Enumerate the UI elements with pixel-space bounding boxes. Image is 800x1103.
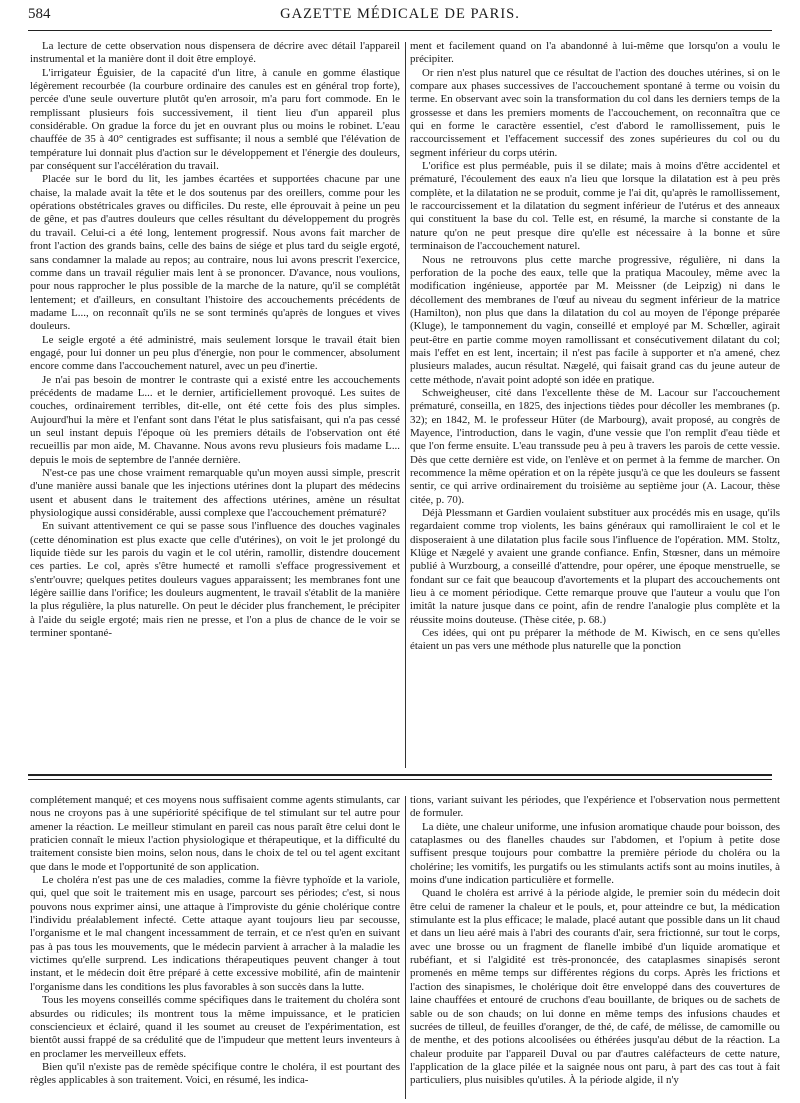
paragraph: L'orifice est plus perméable, puis il se dilate; mais à moins d'être accidentel et prématuré, l'écoulement des eaux n'a lieu que lorsque la dilatation est à peu près complète, et la dilatation ne se produit, comme je l'ai dit, qu'après le ramollissement, le raccourcissement et la dilatation du segment inférieur de l'utérus et des anneaux qui constituent la base du col. Telle est, en résumé, la marche si constante de la nature qu'on ne peut presque dire qu'elle est nécessaire à la bonne et sûre terminaison de l'accouchement naturel. — [410, 160, 780, 253]
paragraph: Quand le choléra est arrivé à la période algide, le premier soin du médecin doit être celui de ramener la chaleur et le pouls, et, pour atteindre ce but, la médication stimulante est la plus efficace; le malade, placé autant que possible dans un lit chaud et dans un lieu aéré mais à l'abri des courants d'air, sera frictionné, sur tout le corps, avec une brosse ou un fragment de flanelle imbibé d'un liquide aromatique et rubéfiant, et si l'algidité est très-prononcée, des cataplasmes sinapisés seront promenés en même temps sur différentes régions du corps. Après les frictions et l'action des sinapismes, le cholérique doit être enveloppé dans des couvertures de laine chauffées et entouré de cruchons d'eau bouillante, de briques ou de sachets de sable ou de son chauds; on lui donne en même temps des infusions chaudes et sucrées de tilleul, de feuilles d'oranger, de thé, de café, de mélisse, de camomille ou de menthe, et des potions alcoolisées ou éthérées jusqu'au début de la réaction. La chaleur produite par l'appareil Duval ou par d'autres caléfacteurs de cette nature, l'application de la glace pilée et la saignée nous ont paru, à part des cas tout à fait particuliers, plus nuisibles qu'utiles. À la période algide, il n'y — [410, 887, 780, 1087]
paragraph: Tous les moyens conseillés comme spécifiques dans le traitement du choléra sont absurdes ou ridicules; ils montrent tous la même impuissance, et le praticien consciencieux et éclairé, quand il les soumet au creuset de l'expérimentation, est bientôt aussi frappé de sa crédulité que de l'impudeur que mettent leurs inventeurs à en proclamer les merveilleux effets. — [30, 994, 400, 1060]
paragraph: En suivant attentivement ce qui se passe sous l'influence des douches vaginales (cette dénomination est plus exacte que celle d'utérines), on voit le jet prolongé du liquide tiède sur les parois du vagin et le col utérin, ramollir, distendre doucement ces parties. Le col, après s'être humecté et ramolli s'efface progressivement et s'entr'ouvre; quelques petites douleurs vagues apparaissent; les membranes font une légère saillie dans l'orifice; les douleurs augmentent, le travail s'établit de la manière la plus régulière, la plus naturelle. On peut le décider plus franchement, le précipiter à l'aide du seigle ergoté; mais rien ne presse, et l'on a plus de chance de le voir se terminer spontané- — [30, 520, 400, 640]
paragraph: ment et facilement quand on l'a abandonné à lui-même que lorsqu'on a voulu le précipiter. — [410, 40, 780, 66]
paragraph: Placée sur le bord du lit, les jambes écartées et supportées chacune par une chaise, la malade avait la tête et le dos soutenus par des oreillers, comme pour les opérations obstétricales graves ou difficiles. Du reste, elle éprouvait à peine un peu de gêne, et pas d'autres douleurs que celles résultant du développement du progrès du travail. Celui-ci a été long, lentement progressif. Nous avons fait marcher de front l'action des grands bains, celle des bains de siége et plus tard du seigle ergoté, sans condamner la malade au repos; au contraire, nous lui avons prescrit l'exercice, comme dans un travail régulier mais lent à se prononcer. D'avance, nous voulions, pour nous rapprocher le plus possible de la marche de la nature, qu'il se complétât lentement; et d'ailleurs, en consultant l'histoire des accouchements précédents de madame L..., on reconnaît qu'ils ne se sont terminés qu'après de longues et vives douleurs. — [30, 173, 400, 333]
paragraph: La lecture de cette observation nous dispensera de décrire avec détail l'appareil instrumental et la manière dont il doit être employé. — [30, 40, 400, 66]
paragraph: Déjà Plessmann et Gardien voulaient substituer aux procédés mis en usage, qu'ils regardaient comme trop violents, les bains généraux qui ramolliraient le col et le disposeraient à une dilatation plus facile sous l'influence de l'opération. MM. Stoltz, Klüge et Nægelé y avaient une grande confiance. Enfin, Stœsner, dans un mémoire publié à Wurzbourg, a conseillé d'attendre, pour opérer, une époque menstruelle, se fondant sur ce fait que beaucoup d'avortements et la plupart des accouchements ont lieu à ce moment périodique. Cette remarque prouve que l'auteur a voulu que l'on imitât la nature jusque dans ce point, afin de rendre l'analogie plus complète et la réussite moins douteuse. (Thèse citée, p. 68.) — [410, 507, 780, 626]
paragraph: Le choléra n'est pas une de ces maladies, comme la fièvre typhoïde et la variole, qui, quel que soit le traitement mis en usage, parcourt ses périodes; c'est, si nous pouvons nous exprimer ainsi, une attaque à l'improviste du génie cholérique contre l'individu préalablement infecté. Cette attaque ayant toujours lieu par secousse, l'organisme et le mal changent incessamment de terrain, et ce n'est qu'en en suivant pas à pas tous les mouvements, que le médecin parvient à arracher à la maladie les victimes qu'elle surprend. Les indications thérapeutiques peuvent changer à tout instant, et le médecin doit être préparé à cette excessive mobilité, afin de maintenir l'organisme dans les conditions les plus favorables à son succès dans la lutte. — [30, 874, 400, 993]
page-header — [28, 4, 772, 26]
section-divider-rule-thin — [28, 779, 772, 780]
paragraph: Le seigle ergoté a été administré, mais seulement lorsque le travail était bien engagé, pour lui donner un peu plus d'énergie, non pour le commencer, absolument encore comme dans l'accouchement naturel, avec un peu d'inertie. — [30, 333, 400, 373]
paragraph: Ces idées, qui ont pu préparer la méthode de M. Kiwisch, en ce sens qu'elles étaient un pas vers une méthode plus naturelle que la ponction — [410, 627, 780, 653]
paragraph: Nous ne retrouvons plus cette marche progressive, régulière, ni dans la perforation de la poche des eaux, telle que la pratiqua Macouley, même avec la modification ingénieuse, apportée par M. Meissner (de Leipzig) ni dans le décollement des membranes de l'œuf au niveau du segment inférieur de la matrice (Hamilton), non plus que dans la dilatation du col au moyen de l'éponge préparée (Kluge), le tamponnement du vagin, conseillé et employé par M. Schœller, agirait peut-être en partie comme moyen ramollissant et consécutivement dilatant du col; mais l'effet en est lent, incertain; il n'est pas facile à supporter et n'a amené, chez plusieurs malades, aucun résultat. Nægelé, qui faisait grand cas du jeune auteur de cette méthode, n'avait point adopté son idée en pratique. — [410, 253, 780, 386]
paragraph: Je n'ai pas besoin de montrer le contraste qui a existé entre les accouchements précédents de madame L... et le dernier, artificiellement provoqué. Les suites de couches, ordinairement terribles, dit-elle, ont été cette fois des plus simples. Aujourd'hui la mère et l'enfant sont dans l'état le plus satisfaisant, qui n'a pas cessé un seul instant depuis l'époque où les premiers détails de l'observation ont été recueillis par mon aide, M. Chavanne. Nous avons revu plusieurs fois madame L... depuis le mois de septembre de l'année dernière. — [30, 373, 400, 466]
paragraph: L'irrigateur Éguisier, de la capacité d'un litre, à canule en gomme élastique légèrement recourbée (la courbure ordinaire des canules est en général trop forte), percée d'une seule ouverture plutôt qu'en arrosoir, m'a paru fort commode. En le remplissant plusieurs fois successivement, il tient lieu d'un appareil plus considérable. On gradue la force du jet en ouvrant plus ou moins le robinet. L'eau chauffée de 35 à 40° centigrades est suffisante; il nous a semblé que l'élévation de température lui donnait plus d'action sur le développement et l'énergie des douleurs, par conséquent sur l'accélération du travail. — [30, 66, 400, 173]
paragraph: Or rien n'est plus naturel que ce résultat de l'action des douches utérines, si on le compare aux phases successives de l'accouchement spontané à terme ou voisin du terme. En observant avec soin la transformation du col dans les derniers temps de la grossesse et dans les premiers moments de l'accouchement, on reconnaîtra que ce qui en forme le caractère essentiel, c'est d'abord le ramollissement, puis le raccourcissement et l'effacement successif des zones supérieures du col ou du segment inférieur du corps utérin. — [410, 66, 780, 159]
paragraph: Schweigheuser, cité dans l'excellente thèse de M. Lacour sur l'accouchement prématuré, conseilla, en 1825, des injections tièdes pour décoller les membranes (p. 32); en 1842, M. le professeur Hüter (de Marbourg), avait proposé, au congrès de Mayence, l'introduction, dans le vagin, d'une vessie que l'on remplit d'eau tiède et que l'on ferme ensuite. L'eau transsude peu à peu à travers les parois de cette vessie. Dès que cette dernière est vide, on l'enlève et on permet à la femme de marcher. On recommence la même opération et on la répète jusqu'à ce que les douleurs se fassent sentir, ce qui arrive ordinairement du troisième au septième jour (A. Lacour, thèse citée, p. 70). — [410, 386, 780, 506]
lower-left-column — [30, 794, 400, 1099]
paragraph: Bien qu'il n'existe pas de remède spécifique contre le choléra, il est pourtant des règles applicables à son traitement. Voici, en résumé, les indica- — [30, 1060, 400, 1087]
section-divider-rule — [28, 774, 772, 776]
upper-left-column — [30, 40, 400, 768]
paragraph: La diète, une chaleur uniforme, une infusion aromatique chaude pour boisson, des cataplasmes ou des flanelles chaudes sur l'abdomen, et l'opium à petite dose suffisent presque toujours pour combattre la première période du choléra ou la cholérine; les vomitifs, les purgatifs ou les stimulants actifs sont au moins inutiles, à moins d'une indication particulière et formelle. — [410, 820, 780, 887]
paragraph: N'est-ce pas une chose vraiment remarquable qu'un moyen aussi simple, prescrit d'une manière aussi banale que les injections utérines dont la plupart des médecins usent et abusent dans le traitement des affections utérines, amène un résultat physiologique aussi considérable, aussi complexe que l'accouchement prématuré? — [30, 467, 400, 520]
column-divider — [405, 42, 406, 768]
paragraph: tions, variant suivant les périodes, que l'expérience et l'observation nous permettent de formuler. — [410, 794, 780, 820]
paragraph: complétement manqué; et ces moyens nous suffisaient comme agents stimulants, car nous ne croyons pas à une supériorité spécifique de tel stimulant sur tel autre pour amener la réaction. Le meilleur stimulant en pareil cas nous paraît être celui dont le praticien connaît le mieux l'action physiologique et thérapeutique, et la difficulté du traitement consiste bien moins, selon nous, dans le choix de tel ou tel agent excitant que dans le mode et l'opportunité de son application. — [30, 794, 400, 873]
column-divider — [405, 796, 406, 1099]
running-title: GAZETTE MÉDICALE DE PARIS. — [280, 6, 520, 22]
header-rule — [28, 30, 772, 31]
upper-right-column — [410, 40, 780, 768]
lower-right-column — [410, 794, 780, 1099]
page-number: 584 — [28, 6, 51, 22]
